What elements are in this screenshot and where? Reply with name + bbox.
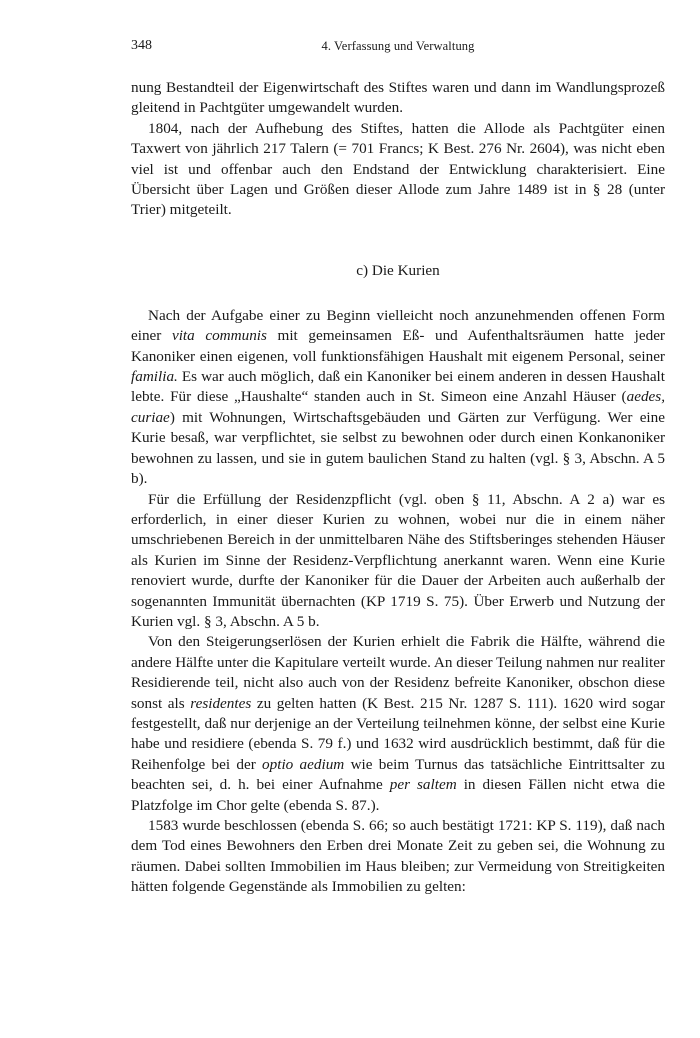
italic-vita-communis: vita communis <box>171 327 267 345</box>
running-head <box>131 38 665 60</box>
book-page <box>131 38 665 898</box>
italic-per-saltem: per saltem <box>389 776 457 794</box>
body-text <box>131 78 665 898</box>
italic-aedes-curiae: aedes, curiae <box>131 388 665 426</box>
paragraph-5-text-4: in diesen Fällen nicht etwa die Platzfolge im Chor gelte (ebenda S. 87.). <box>131 776 665 814</box>
paragraph-3-text-2: mit gemeinsamen Eß- und Aufenthaltsräumen hatte jeder Kanoniker einen eigenen, voll funktionsfähigen Haushalt mit eigenem Personal, seiner <box>131 327 665 365</box>
paragraph-2-text: 1804, nach der Aufhebung des Stiftes, hatten die Allode als Pachtgüter einen Taxwert von jährlich 217 Talern (= 701 Francs; K Best. 276 Nr. 2604), was nicht eben viel ist und offenbar auch den Endstand der Entwicklung charakterisiert. Eine Übersicht über Lagen und Größen dieser Allode zum Jahre 1489 ist in § 28 (unter Trier) mitgeteilt. <box>131 119 665 219</box>
paragraph-3-text-1: Nach der Aufgabe einer zu Beginn vielleicht noch anzunehmenden offenen Form einer <box>131 306 665 345</box>
paragraph-3-text-3: Es war auch möglich, daß ein Kanoniker bei einem anderen in dessen Haushalt lebte. Für diese „Haushalte“ standen auch in St. Simeon eine Anzahl Häuser ( <box>131 368 665 406</box>
paragraph-1583 <box>131 816 665 898</box>
paragraph-kurien-intro <box>131 306 665 490</box>
paragraph-5-text-2: zu gelten hatten (K Best. 215 Nr. 1287 S. 111). 1620 wird sogar festgestellt, daß nur derjenige an der Verteilung teilnehmen könne, der selbst eine Kurie habe und residiere (ebenda S. 79 f.) und 1632 wird ausdrücklich bestimmt, daß für die Reihenfolge bei der <box>131 694 665 773</box>
paragraph-5-text-1: Von den Steigerungserlösen der Kurien erhielt die Fabrik die Hälfte, während die andere Hälfte unter die Kapitulare verteilt wurde. An dieser Teilung nahmen nur realiter Residierende teil, nicht also auch von der Residenz befreite Kanoniker, obschon diese sonst als <box>131 633 665 712</box>
paragraph-5-text-3: wie beim Turnus das tatsächliche Eintrittsalter zu beachten sei, d. h. bei einer Aufnahme <box>131 755 665 794</box>
italic-optio-aedium: optio aedium <box>262 755 345 773</box>
paragraph-4-text: Für die Erfüllung der Residenzpflicht (vgl. oben § 11, Abschn. A 2 a) war es erforderlich, in einer dieser Kurien zu wohnen, wobei nur die in einem näher umschriebenen Bereich in der unmittelbaren Nähe des Stiftsberinges stehenden Häuser als Kurien im Sinne der Residenz-Verpflichtung anerkannt waren. Wenn eine Kurie renoviert wurde, durfte der Kanoniker für die Dauer der Arbeiten auch außerhalb der sogenannten Immunität übernachten (KP 1719 S. 75). Über Erwerb und Nutzung der Kurien vgl. § 3, Abschn. A 5 b. <box>131 490 665 630</box>
section-heading: c) Die Kurien <box>356 261 440 279</box>
italic-residentes: residentes <box>190 694 252 712</box>
italic-familia: familia. <box>131 368 178 386</box>
paragraph-3-text-4: ) mit Wohnungen, Wirtschaftsgebäuden und Gärten zur Verfügung. Wer eine Kurie besaß, war verpflichtet, sie selbst zu bewohnen oder durch einen Konkanoniker bewohnen zu lassen, und sie in gutem baulichen Stand zu halten (vgl. § 3, Abschn. A 5 b). <box>131 408 665 488</box>
paragraph-continued <box>131 78 665 119</box>
running-title: 4. Verfassung und Verwaltung <box>321 39 475 53</box>
paragraph-residenzpflicht <box>131 490 665 633</box>
paragraph-6-text: 1583 wurde beschlossen (ebenda S. 66; so auch bestätigt 1721: KP S. 119), daß nach dem Tod eines Bewohners den Erben drei Monate Zeit zu geben sei, die Wohnung zu räumen. Dabei sollten Immobilien im Haus bleiben; zur Vermeidung von Streitigkeiten hätten folgende Gegenstände als Immobilien zu gelten: <box>131 817 665 896</box>
paragraph-1-text: nung Bestandteil der Eigenwirtschaft des Stiftes waren und dann im Wandlungsprozeß gleitend in Pachtgüter umgewandelt wurden. <box>131 79 665 117</box>
page-number: 348 <box>131 38 152 53</box>
paragraph-1804 <box>131 119 665 221</box>
paragraph-steigerungserloese <box>131 632 665 816</box>
